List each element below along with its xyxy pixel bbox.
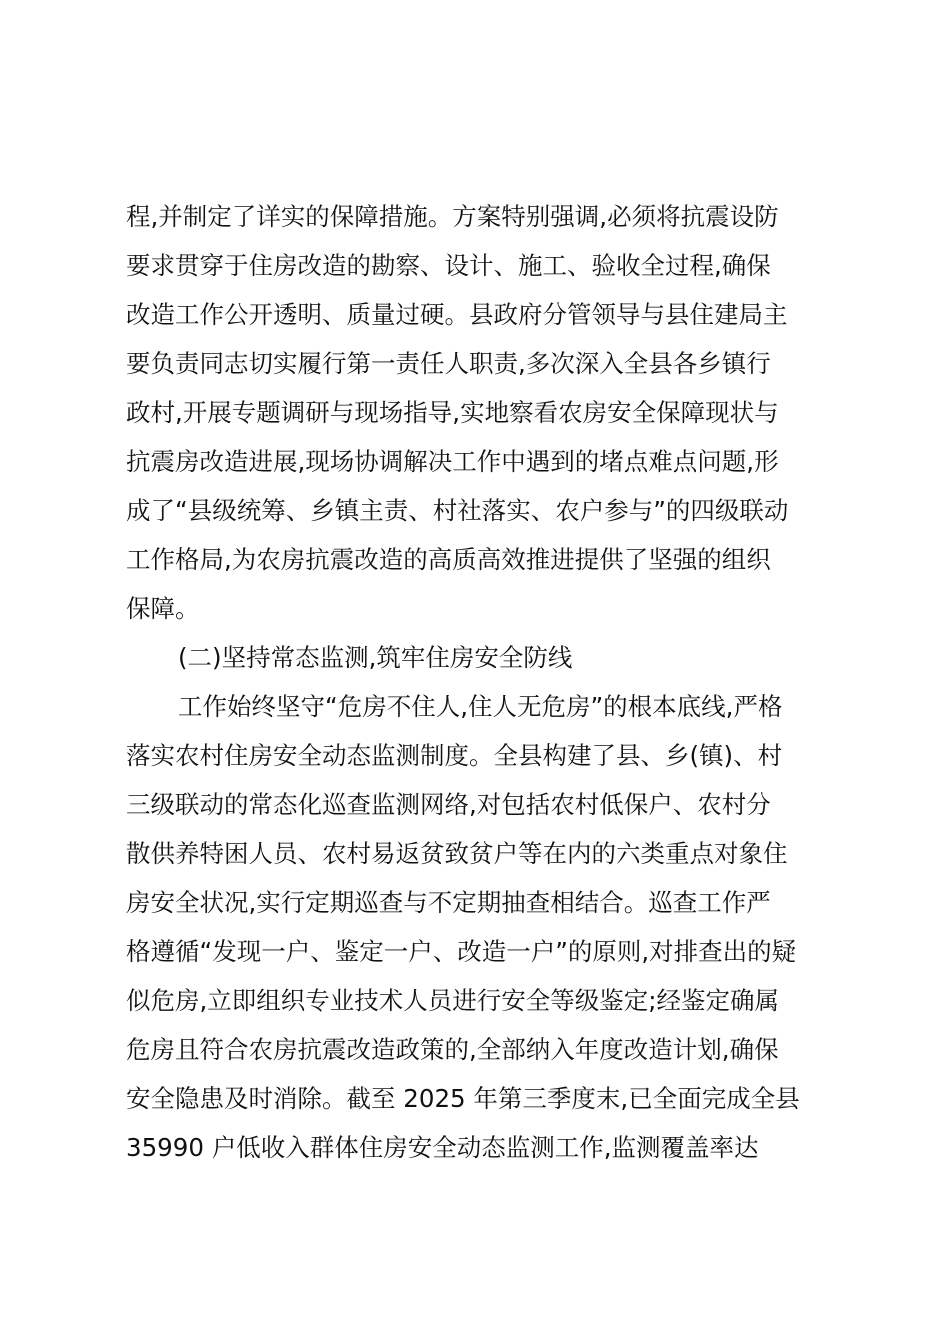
text-line: 成了“县级统筹、乡镇主责、村社落实、农户参与”的四级联动 [126,496,789,525]
text-line: 似危房,立即组织专业技术人员进行安全等级鉴定;经鉴定确属 [126,986,780,1015]
text-line: 散供养特困人员、农村易返贫致贫户等在内的六类重点对象住 [126,839,788,868]
text-line: 要求贯穿于住房改造的勘察、设计、施工、验收全过程,确保 [126,251,771,280]
text-line: 安全隐患及时消除。截至 2025 年第三季度末,已全面完成全县 [126,1084,800,1113]
text-line: 程,并制定了详实的保障措施。方案特别强调,必须将抗震设防 [126,202,779,231]
text-line: 工作格局,为农房抗震改造的高质高效推进提供了坚强的组织 [126,545,771,574]
text-line: 三级联动的常态化巡查监测网络,对包括农村低保户、农村分 [126,790,771,819]
text-line: 保障。 [126,594,200,623]
text-line: 要负责同志切实履行第一责任人职责,多次深入全县各乡镇行 [126,349,771,378]
text-line: 政村,开展专题调研与现场指导,实地察看农房安全保障现状与 [126,398,779,427]
paragraph-first-line: 工作始终坚守“危房不住人,住人无危房”的根本底线,严格 [178,692,783,721]
text-line: 落实农村住房安全动态监测制度。全县构建了县、乡(镇)、村 [126,741,783,770]
text-line: 改造工作公开透明、质量过硬。县政府分管领导与县住建局主 [126,300,788,329]
document-body [126,192,826,1172]
text-line: 危房且符合农房抗震改造政策的,全部纳入年度改造计划,确保 [126,1035,779,1064]
text-line: 抗震房改造进展,现场协调解决工作中遇到的堵点难点问题,形 [126,447,779,476]
section-heading: (二)坚持常态监测,筑牢住房安全防线 [178,643,573,672]
text-line: 房安全状况,实行定期巡查与不定期抽查相结合。巡查工作严 [126,888,771,917]
text-line: 35990 户低收入群体住房安全动态监测工作,监测覆盖率达 [126,1133,759,1162]
text-line: 格遵循“发现一户、鉴定一户、改造一户”的原则,对排查出的疑 [126,937,797,966]
